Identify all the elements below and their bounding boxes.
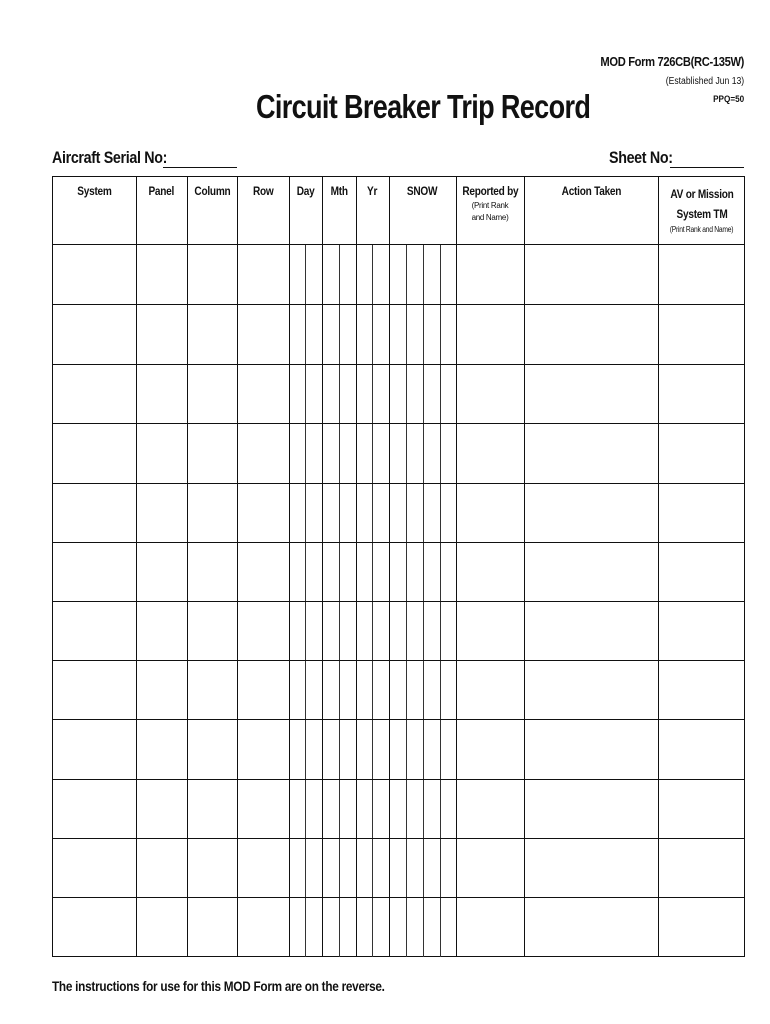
form-id: MOD Form 726CB(RC-135W): [600, 54, 744, 69]
column-header-av-mission: AV or Mission System TM (Print Rank and Name): [658, 184, 745, 236]
page-title: Circuit Breaker Trip Record: [256, 88, 591, 125]
row-divider: [52, 660, 745, 661]
column-header-month: Mth: [330, 184, 348, 198]
column-divider: [658, 176, 659, 957]
trip-record-table: [52, 176, 745, 957]
row-divider: [52, 601, 745, 602]
column-divider: [456, 176, 457, 957]
aircraft-serial-label: Aircraft Serial No:: [52, 148, 168, 167]
column-divider: [389, 176, 390, 957]
column-header-snow: SNOW: [407, 184, 438, 198]
column-header-year: Yr: [367, 184, 378, 198]
row-divider: [52, 423, 745, 424]
row-divider: [52, 542, 745, 543]
row-divider: [52, 719, 745, 720]
column-divider: [187, 176, 188, 957]
column-divider: [289, 176, 290, 957]
column-header-system: System: [76, 184, 112, 198]
column-header-reported-by: Reported by (Print Rank and Name): [461, 184, 519, 222]
row-divider: [52, 779, 745, 780]
column-header-action-taken: Action Taken: [561, 184, 621, 198]
column-header-row: Row: [252, 184, 274, 198]
sheet-number-label: Sheet No:: [609, 148, 673, 167]
column-header-column: Column: [193, 184, 231, 198]
column-header-day: Day: [296, 184, 315, 198]
row-divider: [52, 483, 745, 484]
form-established-date: (Established Jun 13): [665, 76, 744, 87]
form-ppq: PPQ=50: [712, 94, 744, 105]
column-divider: [322, 176, 323, 957]
row-divider: [52, 304, 745, 305]
row-divider: [52, 838, 745, 839]
aircraft-serial-field[interactable]: [163, 167, 237, 168]
column-divider: [136, 176, 137, 957]
column-header-panel: Panel: [148, 184, 175, 198]
column-divider: [356, 176, 357, 957]
column-divider: [524, 176, 525, 957]
footer-note: The instructions for use for this MOD Form are on the reverse.: [52, 978, 385, 994]
row-divider: [52, 364, 745, 365]
header-row-divider: [52, 244, 745, 245]
column-subheader-av-mission: (Print Rank and Name): [669, 225, 734, 234]
column-subheader-reported-by: (Print Rank and Name): [471, 201, 509, 222]
column-divider: [237, 176, 238, 957]
sheet-number-field[interactable]: [670, 167, 744, 168]
row-divider: [52, 897, 745, 898]
